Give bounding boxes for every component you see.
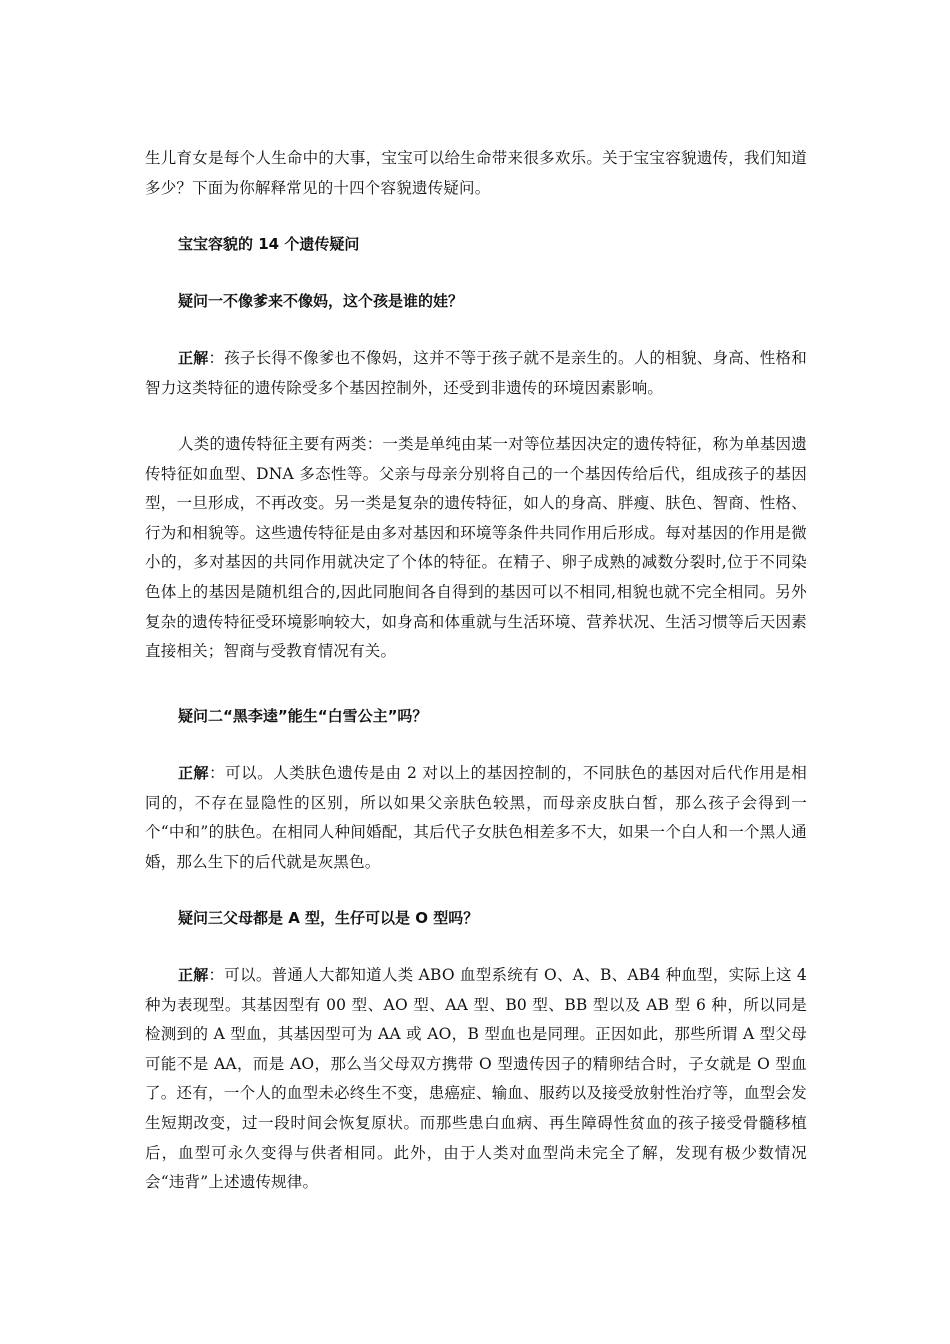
question-1-explanation: 人类的遗传特征主要有两类：一类是单纯由某一对等位基因决定的遗传特征，称为单基因遗传特征如血型、DNA 多态性等。父亲与母亲分别将自己的一个基因传给后代，组成孩子的基因型，一旦形成，不再改变。另一类是复杂的遗传特征，如人的身高、胖瘦、肤色、智商、性格、行为和相貌等。这些遗传特征是由多对基因和环境等条件共同作用后形成。每对基因的作用是微小的，多对基因的共同作用就决定了个体的特征。在精子、卵子成熟的减数分裂时,位于不同染色体上的基因是随机组合的,因此同胞间各自得到的基因可以不相同,相貌也就不完全相同。另外复杂的遗传特征受环境影响较大，如身高和体重就与生活环境、营养状况、生活习惯等后天因素直接相关；智商与受教育情况有关。	[145, 435, 807, 661]
question-1-title: 疑问一不像爹来不像妈，这个孩是谁的娃？	[178, 292, 464, 310]
answer-text: ：可以。普通人大都知道人类 ABO 血型系统有 O、A、B、AB4 种血型，实际上这 4 种为表现型。其基因型有 00 型、AO 型、AA 型、B0 型、BB 型以及 AB 型 6 种，所以同是检测到的 A 型血，其基因型可为 AA 或 AO，B 型血也是同理。正因如此，那些所谓 A 型父母可能不是 AA，而是 AO，那么当父母双方携带 O 型遗传因子的精卵结合时，子女就是 O 型血了。还有，一个人的血型未必终生不变，患癌症、输血、服药以及接受放射性治疗等，血型会发生短期改变，过一段时间会恢复原状。而那些患白血病、再生障碍性贫血的孩子接受骨髓移植后，血型可永久变得与供者相同。此外，由于人类对血型尚未完全了解，发现有极少数情况会“违背”上述遗传规律。	[145, 966, 807, 1192]
answer-text: ：孩子长得不像爹也不像妈，这并不等于孩子就不是亲生的。人的相貌、身高、性格和智力这类特征的遗传除受多个基因控制外，还受到非遗传的环境因素影响。	[145, 349, 808, 397]
answer-label: 正解	[178, 764, 210, 782]
question-2-title: 疑问二“黑李逵”能生“白雪公主”吗？	[178, 707, 428, 725]
question-3-title: 疑问三父母都是 A 型，生仔可以是 O 型吗？	[178, 909, 479, 927]
question-1-answer	[145, 344, 807, 403]
answer-label: 正解	[178, 349, 209, 367]
question-3-answer	[145, 961, 807, 1198]
section-title: 宝宝容貌的 14 个遗传疑问	[178, 235, 360, 253]
intro-paragraph: 生儿育女是每个人生命中的大事，宝宝可以给生命带来很多欢乐。关于宝宝容貌遗传，我们知道多少？下面为你解释常见的十四个容貌遗传疑问。	[145, 149, 807, 197]
question-2-answer	[145, 759, 807, 877]
answer-label: 正解	[178, 966, 209, 984]
answer-text: ：可以。人类肤色遗传是由 2 对以上的基因控制的，不同肤色的基因对后代作用是相同的，不存在显隐性的区别，所以如果父亲肤色较黑，而母亲皮肤白皙，那么孩子会得到一个“中和”的肤色。在相同人种间婚配，其后代子女肤色相差多不大，如果一个白人和一个黑人通婚，那么生下的后代就是灰黑色。	[145, 764, 807, 871]
